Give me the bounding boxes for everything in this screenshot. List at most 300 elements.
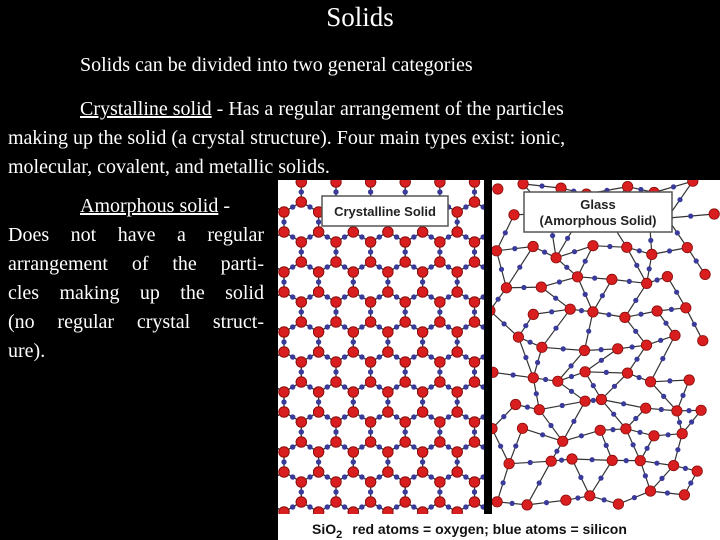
oxygen-atom (642, 278, 652, 288)
silicon-atom (665, 490, 670, 495)
silicon-atom (515, 474, 520, 479)
silicon-atom (579, 308, 584, 313)
silicon-atom (541, 309, 546, 314)
lattice-bond (561, 472, 578, 482)
oxygen-atom (573, 257, 583, 267)
silicon-atom (533, 354, 538, 359)
amorphous-paragraph: Amorphous solid - Does not have a regular arrangement of the parti- cles making up the solid (no regular crystal struct- ure). (8, 192, 264, 366)
silicon-atom (281, 399, 286, 404)
silicon-atom (515, 234, 520, 239)
silicon-atom (507, 189, 512, 194)
silicon-atom (515, 204, 520, 209)
silicon-atom (533, 294, 538, 299)
silicon-atom (631, 442, 636, 447)
slide-title: Solids (326, 2, 394, 32)
oxygen-atom (313, 467, 323, 477)
oxygen-atom (539, 237, 549, 247)
silicon-atom (385, 339, 390, 344)
silicon-atom (503, 230, 508, 235)
silicon-atom (655, 277, 660, 282)
oxygen-atom (558, 436, 568, 446)
oxygen-atom (539, 317, 549, 327)
oxygen-atom (649, 431, 659, 441)
silicon-atom (634, 263, 639, 268)
oxygen-atom (567, 454, 577, 464)
silicon-atom (549, 309, 554, 314)
silicon-atom (585, 414, 590, 419)
silicon-atom (290, 264, 295, 269)
silicon-atom (299, 489, 304, 494)
oxygen-atom (313, 327, 323, 337)
silicon-atom (403, 249, 408, 254)
oxygen-atom (684, 375, 694, 385)
silicon-atom (533, 474, 538, 479)
silicon-atom (281, 459, 286, 464)
silicon-atom (583, 292, 588, 297)
silicon-atom (394, 504, 399, 509)
oxygen-atom (296, 257, 306, 267)
oxygen-atom (504, 357, 514, 367)
silicon-atom (567, 294, 572, 299)
oxygen-atom (331, 237, 341, 247)
silicon-atom (567, 354, 572, 359)
silicon-atom (437, 489, 442, 494)
oxygen-atom (539, 437, 549, 447)
silicon-atom (325, 474, 330, 479)
oxygen-atom (688, 180, 698, 186)
silicon-atom (501, 480, 506, 485)
silicon-atom (585, 234, 590, 239)
oxygen-atom (469, 237, 479, 247)
oxygen-atom (279, 407, 289, 417)
silicon-atom (290, 534, 295, 539)
silicon-atom (567, 324, 572, 329)
oxygen-atom (504, 237, 514, 247)
lattice-bond (527, 322, 544, 332)
silicon-atom (411, 384, 416, 389)
silicon-atom (342, 534, 347, 539)
silicon-atom (512, 246, 517, 251)
silicon-atom (567, 414, 572, 419)
amorphous-line-5: ure). (8, 340, 46, 362)
oxygen-atom (539, 417, 549, 427)
silicon-atom (534, 391, 539, 396)
silicon-atom (553, 326, 558, 331)
oxygen-atom (556, 467, 566, 477)
lattice-bond (278, 532, 284, 540)
oxygen-atom (279, 527, 289, 537)
silicon-atom (659, 476, 664, 481)
silicon-atom (507, 189, 512, 194)
silicon-atom (510, 501, 515, 506)
oxygen-atom (452, 227, 462, 237)
silicon-atom (591, 383, 596, 388)
silicon-atom (281, 519, 286, 524)
silicon-atom (333, 249, 338, 254)
silicon-atom (429, 234, 434, 239)
lattice-bond (527, 232, 544, 242)
lattice-bond (561, 292, 578, 302)
silicon-atom (325, 324, 330, 329)
silicon-atom (446, 264, 451, 269)
silicon-atom (307, 234, 312, 239)
silicon-atom (624, 458, 629, 463)
silicon-atom (686, 408, 691, 413)
silicon-atom (429, 504, 434, 509)
oxygen-atom (279, 387, 289, 397)
oxygen-atom (296, 357, 306, 367)
oxygen-atom (365, 237, 375, 247)
silicon-atom (523, 355, 528, 360)
silicon-atom (645, 446, 650, 451)
oxygen-atom (539, 237, 549, 247)
oxygen-atom (537, 342, 547, 352)
oxygen-atom (521, 387, 531, 397)
oxygen-atom (400, 437, 410, 447)
amorphous-line-3: cles making up the solid (8, 282, 264, 304)
silicon-atom (569, 374, 574, 379)
oxygen-atom (585, 491, 595, 501)
oxygen-atom (613, 344, 623, 354)
oxygen-atom (504, 257, 514, 267)
silicon-atom (524, 399, 529, 404)
silicon-atom (472, 249, 477, 254)
silicon-atom (342, 534, 347, 539)
silicon-atom (351, 399, 356, 404)
oxygen-atom (539, 357, 549, 367)
oxygen-atom (539, 257, 549, 267)
silicon-atom (533, 474, 538, 479)
oxygen-atom (539, 357, 549, 367)
silicon-atom (524, 279, 529, 284)
silicon-atom (544, 500, 549, 505)
lattice-bond (544, 352, 561, 362)
silicon-atom (472, 489, 477, 494)
silicon-atom (661, 394, 666, 399)
silicon-atom (533, 354, 538, 359)
lattice-bond (544, 472, 561, 482)
oxygen-atom (573, 317, 583, 327)
oxygen-atom (591, 407, 601, 417)
silicon-atom (541, 369, 546, 374)
silicon-atom (660, 356, 665, 361)
oxygen-atom (313, 347, 323, 357)
oxygen-atom (521, 467, 531, 477)
oxygen-atom (400, 417, 410, 427)
oxygen-atom (556, 387, 566, 397)
oxygen-atom (383, 287, 393, 297)
oxygen-atom (296, 477, 306, 487)
silicon-atom (572, 249, 577, 254)
oxygen-atom (522, 500, 532, 510)
oxygen-atom (573, 297, 583, 307)
silicon-atom (515, 474, 520, 479)
silicon-atom (299, 369, 304, 374)
lattice-bond (527, 180, 544, 182)
silicon-atom (592, 276, 597, 281)
oxygen-atom (331, 257, 341, 267)
oxygen-atom (296, 317, 306, 327)
silicon-atom (541, 309, 546, 314)
silicon-atom (507, 489, 512, 494)
lattice-bond (509, 472, 526, 482)
oxygen-atom (279, 327, 289, 337)
silicon-atom (550, 354, 555, 359)
oxygen-atom (331, 297, 341, 307)
silicon-atom (316, 339, 321, 344)
oxygen-atom (296, 297, 306, 307)
silicon-atom (290, 444, 295, 449)
oxygen-atom (539, 317, 549, 327)
silicon-atom (429, 414, 434, 419)
oxygen-atom (521, 447, 531, 457)
silicon-atom (437, 309, 442, 314)
oxygen-atom (696, 405, 706, 415)
oxygen-atom (296, 197, 306, 207)
silicon-atom (411, 354, 416, 359)
silicon-atom (377, 234, 382, 239)
silicon-atom (550, 504, 555, 509)
silicon-atom (368, 249, 373, 254)
oxygen-atom (493, 184, 503, 194)
oxygen-atom (365, 417, 375, 427)
silicon-atom (498, 474, 503, 479)
silicon-atom (377, 294, 382, 299)
oxygen-atom (279, 207, 289, 217)
crystalline-label-box (322, 196, 448, 226)
oxygen-atom (556, 287, 566, 297)
oxygen-atom (565, 304, 575, 314)
svg-text:SiO2red atoms = oxygen; blue a (312, 521, 627, 540)
oxygen-atom (534, 405, 544, 415)
lattice-bond (509, 292, 526, 302)
silicon-atom (496, 297, 501, 302)
silicon-atom (359, 414, 364, 419)
lattice-bond (527, 262, 544, 272)
silicon-atom (429, 474, 434, 479)
silicon-atom (290, 474, 295, 479)
silicon-atom (567, 414, 572, 419)
oxygen-atom (469, 477, 479, 487)
silicon-atom (688, 480, 693, 485)
silicon-atom (385, 399, 390, 404)
lattice-bond (492, 180, 509, 182)
lattice-bond (527, 292, 544, 302)
lattice-bond (527, 180, 544, 182)
silicon-atom (359, 444, 364, 449)
silicon-atom (299, 189, 304, 194)
silicon-atom (515, 294, 520, 299)
intro-text: Solids can be divided into two general categories (80, 54, 473, 76)
silicon-atom (368, 489, 373, 494)
silicon-atom (550, 264, 555, 269)
silicon-atom (565, 236, 570, 241)
silicon-atom (307, 354, 312, 359)
silicon-atom (515, 234, 520, 239)
silicon-atom (403, 369, 408, 374)
oxygen-atom (296, 377, 306, 387)
lattice-bond (284, 532, 301, 540)
oxygen-atom (698, 336, 708, 346)
oxygen-atom (383, 327, 393, 337)
silicon-atom (498, 354, 503, 359)
silicon-atom (515, 324, 520, 329)
oxygen-atom (679, 490, 689, 500)
silicon-atom (533, 504, 538, 509)
oxygen-atom (331, 317, 341, 327)
oxygen-atom (504, 437, 514, 447)
silicon-atom (569, 363, 574, 368)
silicon-atom (403, 489, 408, 494)
oxygen-atom (645, 486, 655, 496)
silicon-atom (455, 279, 460, 284)
silicon-atom (377, 264, 382, 269)
oxygen-atom (417, 327, 427, 337)
silicon-atom (533, 414, 538, 419)
silicon-atom (688, 214, 693, 219)
oxygen-atom (417, 447, 427, 457)
silicon-atom (501, 414, 506, 419)
silicon-atom (521, 285, 526, 290)
oxygen-atom (383, 347, 393, 357)
silicon-atom (675, 447, 680, 452)
crystalline-text-2: making up the solid (a crystal structure). Four main types exist: ionic, (8, 127, 566, 149)
oxygen-atom (504, 437, 514, 447)
silicon-atom (429, 324, 434, 329)
silicon-atom (533, 234, 538, 239)
lattice-bond (278, 532, 284, 540)
silicon-atom (455, 459, 460, 464)
oxygen-atom (709, 209, 719, 219)
oxygen-atom (504, 377, 514, 387)
silicon-atom (394, 324, 399, 329)
oxygen-atom (556, 507, 566, 517)
oxygen-atom (365, 377, 375, 387)
oxygen-atom (607, 274, 617, 284)
silicon-atom (290, 294, 295, 299)
oxygen-atom (551, 253, 561, 263)
silicon-atom (368, 429, 373, 434)
oxygen-atom (504, 197, 514, 207)
silicon-atom (507, 489, 512, 494)
lattice-bond (527, 322, 544, 332)
oxygen-atom (504, 437, 514, 447)
oxygen-atom (521, 447, 531, 457)
silicon-atom (472, 369, 477, 374)
lattice-bond (561, 322, 578, 332)
oxygen-atom (279, 447, 289, 457)
silicon-atom (561, 346, 566, 351)
silicon-atom (411, 414, 416, 419)
oxygen-atom (331, 377, 341, 387)
oxygen-atom (641, 340, 651, 350)
silicon-atom (637, 248, 642, 253)
silicon-atom (680, 393, 685, 398)
oxygen-atom (539, 257, 549, 267)
lattice-bond (561, 180, 578, 182)
silicon-atom (567, 474, 572, 479)
silicon-atom (567, 444, 572, 449)
oxygen-atom (348, 507, 358, 517)
oxygen-atom (573, 237, 583, 247)
silicon-atom (606, 312, 611, 317)
lattice-bond (544, 262, 561, 272)
oxygen-atom (365, 257, 375, 267)
oxygen-atom (622, 242, 632, 252)
silicon-atom (403, 309, 408, 314)
lattice-bond (509, 292, 526, 302)
oxygen-atom (417, 347, 427, 357)
oxygen-atom (452, 327, 462, 337)
silicon-atom (666, 432, 671, 437)
oxygen-atom (521, 387, 531, 397)
lattice-bond (527, 232, 544, 242)
oxygen-atom (504, 297, 514, 307)
silicon-atom (610, 427, 615, 432)
oxygen-atom (279, 527, 289, 537)
silicon-atom (515, 204, 520, 209)
silicon-atom (543, 377, 548, 382)
silicon-atom (281, 519, 286, 524)
oxygen-atom (668, 460, 678, 470)
oxygen-atom (504, 357, 514, 367)
silicon-atom (694, 258, 699, 263)
silicon-atom (515, 414, 520, 419)
silicon-atom (394, 384, 399, 389)
oxygen-atom (518, 180, 528, 189)
silicon-atom (446, 384, 451, 389)
silicon-atom (567, 294, 572, 299)
silicon-atom (463, 234, 468, 239)
oxygen-atom (504, 180, 514, 187)
oxygen-atom (331, 477, 341, 487)
oxygen-atom (539, 437, 549, 447)
oxygen-atom (365, 317, 375, 327)
silicon-atom (576, 489, 581, 494)
silicon-atom (638, 312, 643, 317)
silicon-atom (586, 329, 591, 334)
silicon-atom (394, 444, 399, 449)
oxygen-atom (539, 297, 549, 307)
silicon-atom (550, 414, 555, 419)
oxygen-atom (588, 241, 598, 251)
oxygen-atom (279, 347, 289, 357)
silicon-atom (325, 444, 330, 449)
lattice-bond (544, 412, 561, 422)
oxygen-atom (400, 357, 410, 367)
oxygen-atom (573, 180, 583, 187)
oxygen-atom (528, 373, 538, 383)
lattice-bond (492, 292, 509, 302)
oxygen-atom (383, 447, 393, 457)
silicon-atom (359, 324, 364, 329)
silicon-atom (342, 264, 347, 269)
oxygen-atom (383, 267, 393, 277)
silicon-atom (307, 504, 312, 509)
oxygen-atom (622, 181, 632, 191)
silicon-atom (637, 375, 642, 380)
oxygen-atom (504, 237, 514, 247)
silicon-atom (446, 474, 451, 479)
silicon-atom (463, 444, 468, 449)
oxygen-atom (572, 272, 582, 282)
oxygen-atom (383, 387, 393, 397)
lattice-bond (509, 232, 526, 242)
silicon-atom (351, 279, 356, 284)
silicon-atom (540, 432, 545, 437)
silicon-atom (535, 360, 540, 365)
oxygen-atom (469, 417, 479, 427)
